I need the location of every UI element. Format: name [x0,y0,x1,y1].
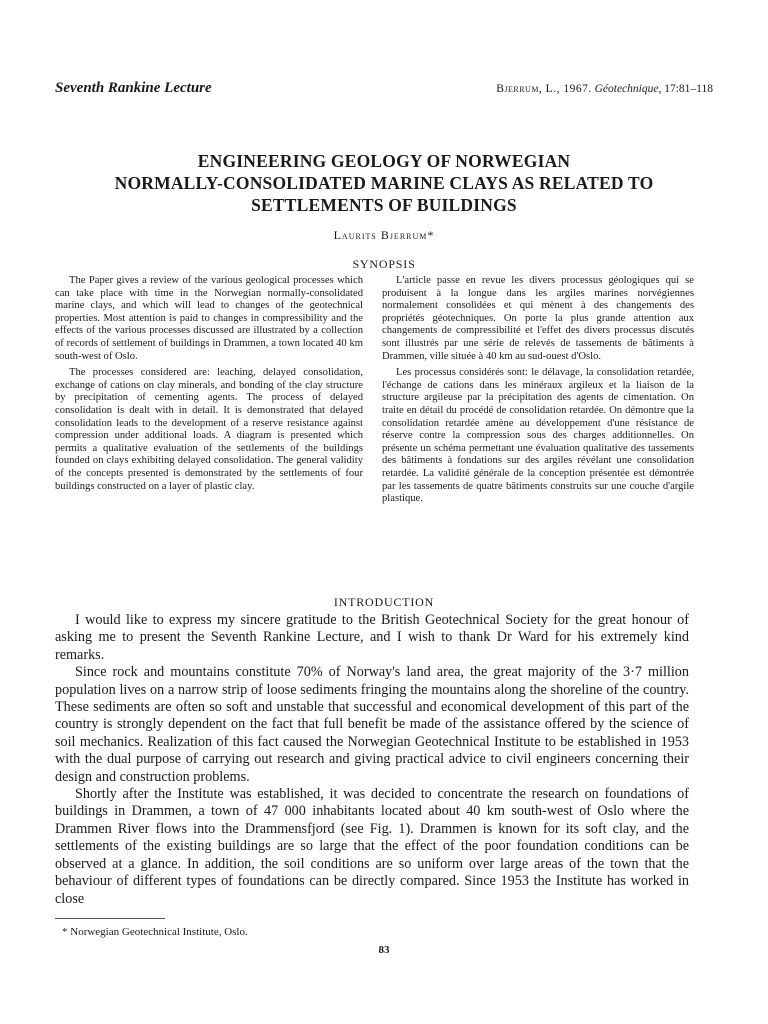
paper-title [55,150,713,216]
lecture-label: Seventh Rankine Lecture [55,80,212,96]
synopsis-french [382,275,694,510]
synopsis-paragraph: The processes considered are: leaching, delayed consolidation, exchange of cations on clay minerals, and bonding of the clay structure by precipitation of cementing agents. The process of delayed consolidation is dealt with in detail. It is demonstrated that delayed consolidation leads to the development of a reserve resistance against compression under additional loads. A diagram is presented which permits a qualitative evaluation of the settlements of the buildings founded on clays exhibiting delayed consolidation. The general validity of the concepts presented is demonstrated by the settlements of four buildings constructed on a layer of plastic clay. [55,367,363,492]
citation-author: Bjerrum, L., 1967. [496,83,592,95]
title-line: SETTLEMENTS OF BUILDINGS [251,195,517,215]
citation-journal: Géotechnique, [594,83,662,95]
footnote-divider [55,918,165,919]
footnote: * Norwegian Geotechnical Institute, Oslo. [62,926,248,938]
synopsis-paragraph: The Paper gives a review of the various geological processes which can take place with time in the Norwegian normally-consolidated marine clays, and which will lead to changes of the geotechnical properties. Most attention is paid to changes in compressibility and the effects of the various processes discussed are illustrated by a collection of records of settlement of buildings in Drammen, a town located 40 km south-west of Oslo. [55,275,363,362]
page-number: 83 [378,944,390,956]
body-paragraph: I would like to express my sincere gratitude to the British Geotechnical Society for the great honour of asking me to present the Seventh Rankine Lecture, and I wish to thank Dr Ward for his extremely kind remarks. [55,612,689,663]
citation [496,83,713,95]
synopsis-heading: SYNOPSIS [352,257,416,271]
author-name: Laurits Bjerrum* [333,228,435,242]
running-head [55,80,713,97]
synopsis-paragraph: L'article passe en revue les divers processus géologiques qui se produisent à la longue dans les argiles marines norvégiennes normalement consolidées et qui mènent à des changements des propriétés géotechniques. On porte la plus grande attention aux changements de compressibilité et l'effet des divers processus discutés sont illustrés par une série de relevés de tassements de bâtiments à Drammen, ville située à 40 km au sud-ouest d'Oslo. [382,275,694,362]
introduction-body [55,612,689,908]
synopsis-english [55,275,363,497]
title-line: NORMALLY-CONSOLIDATED MARINE CLAYS AS RELATED TO [114,173,654,193]
introduction-heading: INTRODUCTION [333,595,435,609]
citation-pages: 17:81–118 [664,83,713,95]
title-line: ENGINEERING GEOLOGY OF NORWEGIAN [197,151,571,171]
synopsis-paragraph: Les processus considérés sont: le délavage, la consolidation retardée, l'échange de cations dans les minéraux argileux et la liaison de la structure argileuse par la précipitation des agents de cimentation. On traite en détail du procédé de consolidation retardée. On démontre que la consolidation retardée amène au développement d'une résistance de réserve contre la compression sous des charges additionnelles. On présente un schéma permettant une évaluation qualitative des tassements des bâtiments à fondations sur des argiles révélant une consolidation retardée. La validité générale de la conception présentée est démontrée par les tassements de quatre bâtiments construits sur une couche d'argile plastique. [382,367,694,505]
body-paragraph: Since rock and mountains constitute 70% of Norway's land area, the great majority of the 3·7 million population lives on a narrow strip of loose sediments fringing the mountains along the shoreline of the country. These sediments are often so soft and unstable that successful and economical development of this part of the country is strongly dependent on the fact that full benefit be made of the assistance offered by the science of soil mechanics. Realization of this fact caused the Norwegian Geotechnical Institute to be established in 1953 with the dual purpose of carrying out research and giving practical advice to civil engineers concerning their design and construction problems. [55,664,689,785]
body-paragraph: Shortly after the Institute was established, it was decided to concentrate the research on foundations of buildings in Drammen, a town of 47 000 inhabitants located about 40 km south-west of Oslo where the Drammen River flows into the Drammensfjord (see Fig. 1). Drammen is known for its soft clay, and the settlements of the existing buildings are so large that the effect of the poor foundation conditions can be observed at a glance. In addition, the soil conditions are so uniform over large areas of the town that the behaviour of different types of foundations can be directly compared. Since 1953 the Institute has worked in close [55,786,689,907]
